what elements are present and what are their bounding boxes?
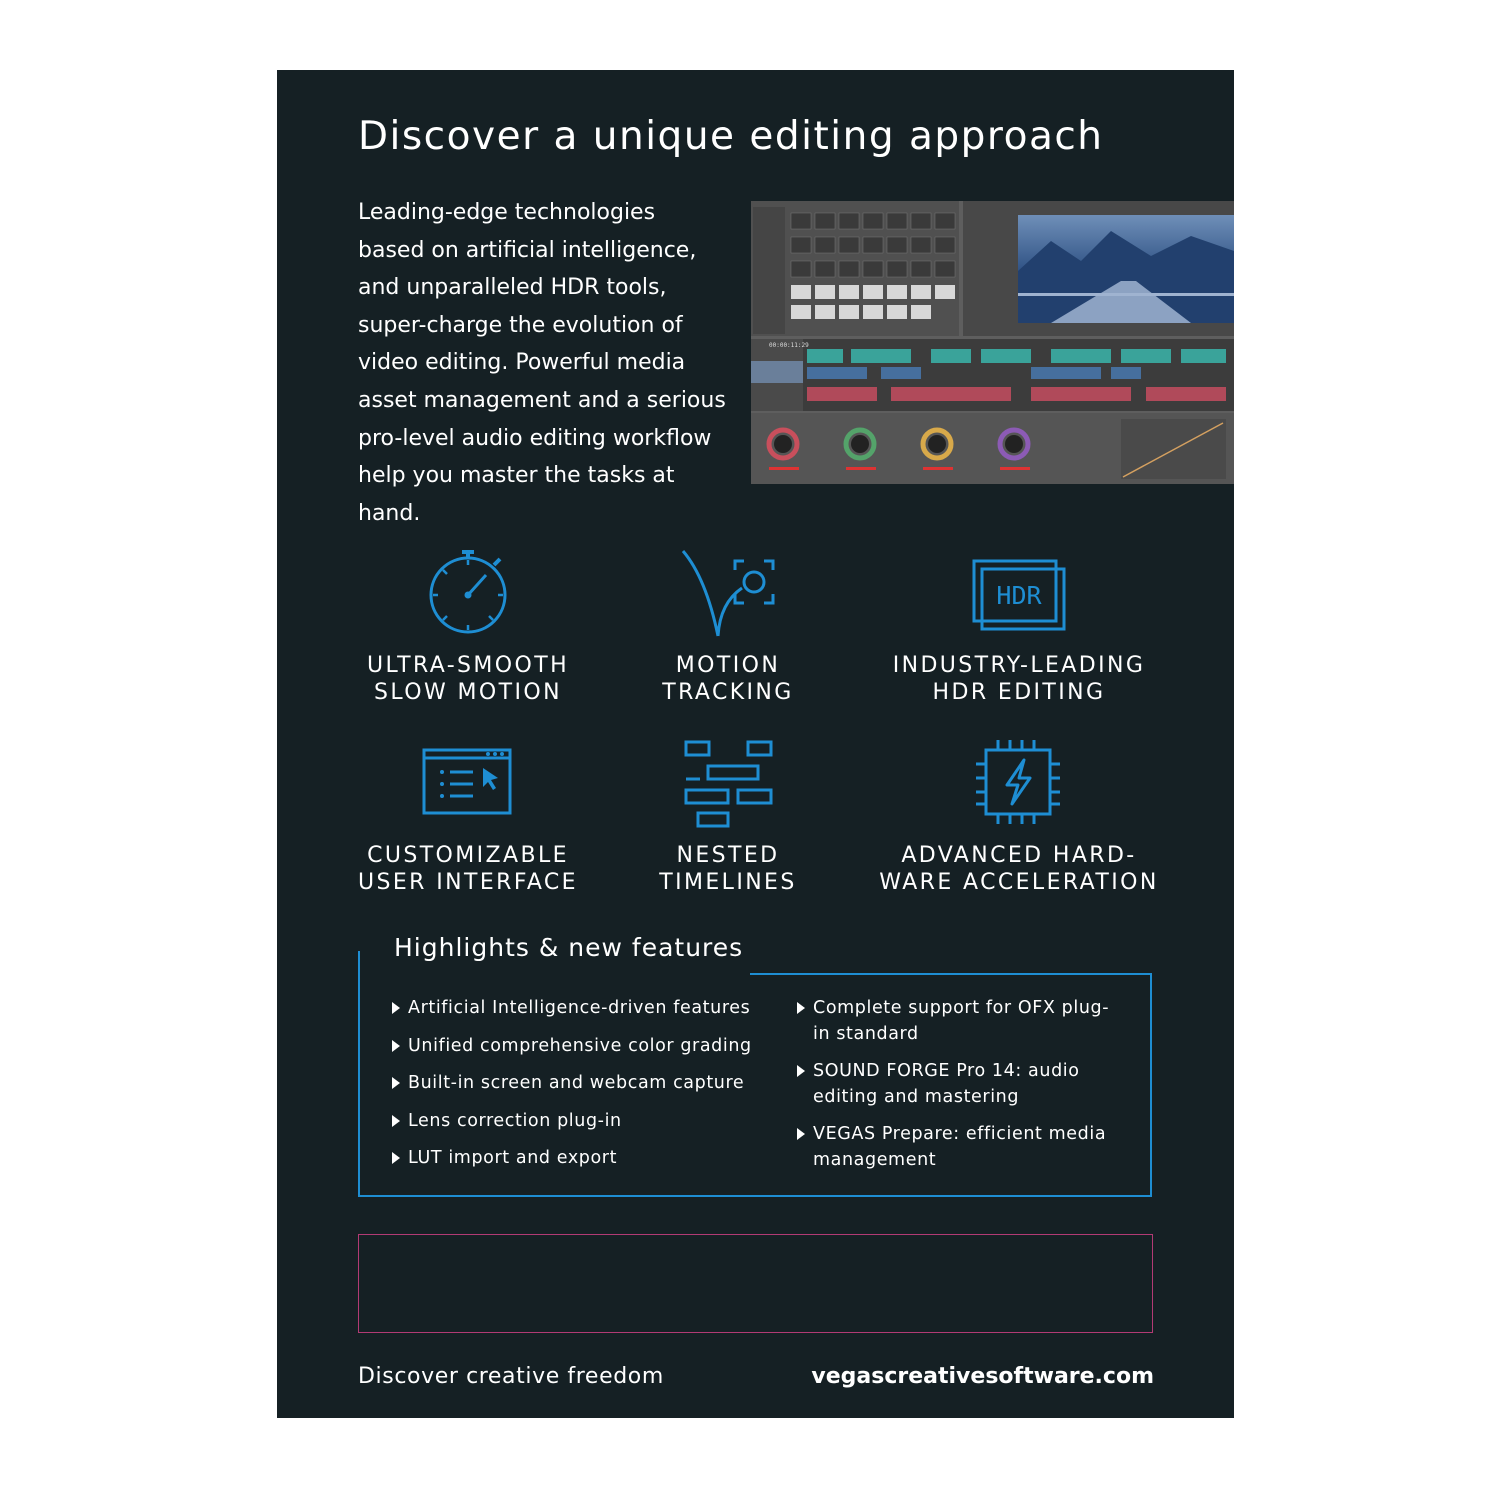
footer-tagline: Discover creative freedom [358, 1364, 664, 1389]
chip-lightning-icon [969, 738, 1069, 828]
product-sheet [277, 70, 1234, 1418]
feature-label: CUSTOMIZABLE USER INTERFACE [358, 843, 578, 895]
feature-label: NESTED TIMELINES [659, 843, 797, 895]
feature-slow-motion [318, 548, 618, 706]
feature-customizable-ui [318, 738, 618, 896]
list-item: Unified comprehensive color grading [392, 1033, 752, 1059]
motion-tracking-icon [678, 548, 778, 638]
highlights-left-border-extension [358, 951, 360, 973]
window-list-icon [418, 738, 518, 828]
editor-mockup-illustration [751, 201, 1234, 484]
feature-motion-tracking [578, 548, 878, 706]
list-item: Complete support for OFX plug-in standard [797, 995, 1113, 1047]
timecode-readout: 00:00:11:29 [769, 342, 809, 349]
svg-text:HDR: HDR [996, 581, 1042, 610]
list-item: Artificial Intelligence-driven features [392, 995, 752, 1021]
feature-nested-timelines [578, 738, 878, 896]
list-item: LUT import and export [392, 1145, 752, 1171]
list-item: Lens correction plug-in [392, 1108, 752, 1134]
stopwatch-icon [418, 548, 518, 638]
highlights-title: Highlights & new features [394, 933, 744, 962]
feature-label: ADVANCED HARD- WARE ACCELERATION [879, 843, 1159, 895]
software-screenshot [751, 201, 1234, 484]
feature-label: MOTION TRACKING [662, 653, 794, 705]
list-item: SOUND FORGE Pro 14: audio editing and mastering [797, 1058, 1113, 1110]
feature-label: ULTRA-SMOOTH SLOW MOTION [366, 653, 570, 705]
highlights-list-left [392, 995, 752, 1183]
feature-hdr-editing [869, 548, 1169, 706]
intro-paragraph: Leading-edge technologies based on artificial intelligence, and unparalleled HDR tools, super-charge the evolution of video editing. Powerful media asset management and a serious pro-level audio editing workflow help you master the tasks at hand. [358, 200, 726, 526]
empty-bordered-box [358, 1234, 1153, 1333]
feature-hardware-acceleration [869, 738, 1169, 896]
footer-website: vegascreativesoftware.com [811, 1364, 1154, 1389]
nested-blocks-icon [678, 738, 778, 828]
hdr-icon [969, 548, 1069, 638]
page-title: Discover a unique editing approach [358, 114, 1104, 159]
feature-label: INDUSTRY-LEADING HDR EDITING [892, 653, 1146, 705]
highlights-list-right [797, 995, 1113, 1184]
highlights-top-border [750, 973, 1152, 975]
highlights-box [358, 933, 1152, 1197]
list-item: Built-in screen and webcam capture [392, 1070, 752, 1096]
list-item: VEGAS Prepare: efficient media management [797, 1121, 1113, 1173]
